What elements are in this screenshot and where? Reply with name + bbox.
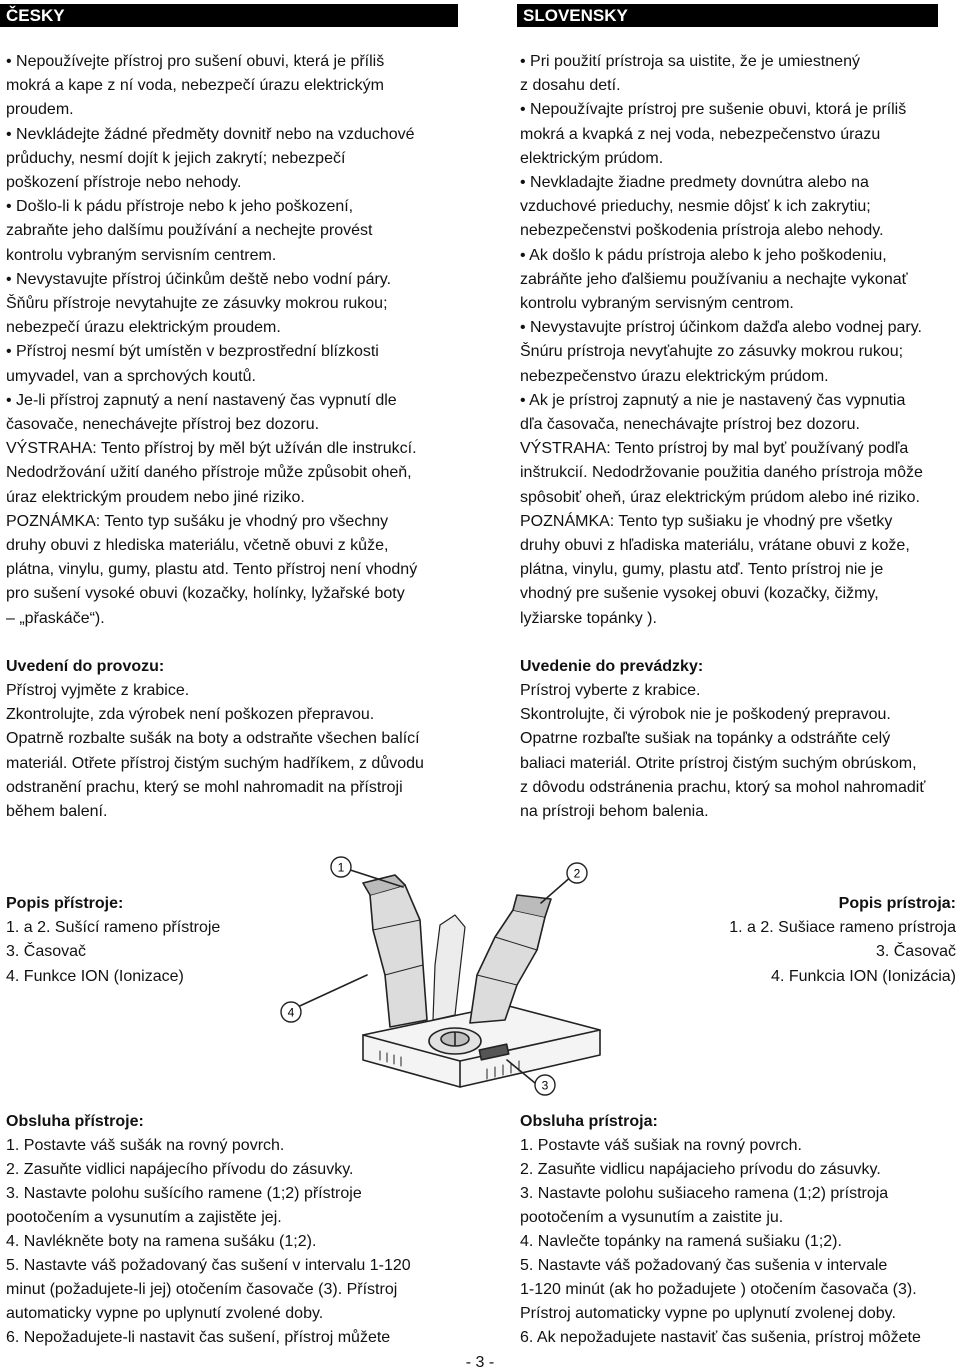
text-line: průduchy, nesmí dojít k jejich zakrytí; nebezpečí bbox=[6, 149, 346, 167]
text-line: automaticky vypne po uplynutí zvolené doby. bbox=[6, 1305, 324, 1322]
text-line: dľa časovača, nenechávajte prístroj bez dozoru. bbox=[520, 416, 860, 434]
callout-1 bbox=[331, 857, 351, 877]
text-line: 6. Ak nepožadujete nastaviť čas sušenia, prístroj môžete bbox=[520, 1329, 921, 1346]
text-line: mokrá a kape z ní voda, nebezpečí úrazu elektrickým bbox=[6, 77, 384, 95]
czech-op-title: Obsluha přístroje: bbox=[6, 1113, 144, 1130]
text-line: 1. Postavte váš sušák na rovný povrch. bbox=[6, 1137, 285, 1154]
text-line: spôsobiť oheň, úraz elektrickým prúdom alebo iné riziko. bbox=[520, 488, 920, 506]
text-line: VÝSTRAHA: Tento přístroj by měl být užíván dle instrukcí. bbox=[6, 440, 417, 458]
text-line: • Nevkládejte žádné předměty dovnitř nebo na vzduchové bbox=[6, 125, 415, 143]
text-line: kontrolu vybraným servisním centrem. bbox=[6, 246, 277, 264]
text-line: zabráňte jeho ďalšiemu používaniu a nechajte vykonať bbox=[520, 270, 908, 288]
text-line: nebezpečí úrazu elektrickým proudem. bbox=[6, 319, 281, 337]
text-line: • Ak je prístroj zapnutý a nie je nastavený čas vypnutia bbox=[520, 391, 906, 409]
slovak-desc-lines bbox=[680, 916, 956, 989]
text-line: – „přaskáče“). bbox=[6, 609, 105, 627]
text-line: • Nevystavujte prístroj účinkom dažďa alebo vodnej pary. bbox=[520, 319, 922, 337]
text-line: inštrukcií. Nedodržovanie použitia daného prístroja môže bbox=[520, 464, 923, 482]
svg-text:3: 3 bbox=[541, 1078, 549, 1093]
text-line: umyvadel, van a sprchových koutů. bbox=[6, 367, 256, 385]
text-line: 2. Zasuňte vidlici napájecího přívodu do zásuvky. bbox=[6, 1161, 354, 1178]
text-line: 3. Nastavte polohu sušícího ramene (1;2) přístroje bbox=[6, 1185, 362, 1202]
text-line: • Nevystavujte přístroj účinkům deště nebo vodní páry. bbox=[6, 270, 392, 288]
text-line: 6. Nepožadujete-li nastavit čas sušení, přístroj můžete bbox=[6, 1329, 391, 1346]
czech-operation bbox=[6, 1110, 461, 1350]
text-line: • Je-li přístroj zapnutý a není nastavený čas vypnutí dle bbox=[6, 391, 397, 409]
svg-text:1: 1 bbox=[337, 860, 345, 875]
shoe-dryer-illustration bbox=[255, 855, 675, 1100]
czech-setup-title: Uvedení do provozu: bbox=[6, 657, 165, 675]
text-line: elektrickým prúdom. bbox=[520, 149, 664, 167]
slovak-desc-title: Popis prístroja: bbox=[838, 895, 956, 912]
text-line: na prístroji behom balenia. bbox=[520, 803, 709, 821]
text-line: mokrá a kvapká z nej voda, nebezpečenstvo úrazu bbox=[520, 125, 881, 143]
callout-3 bbox=[535, 1075, 555, 1095]
text-line: 4. Navlékněte boty na ramena sušáku (1;2). bbox=[6, 1233, 317, 1250]
slovak-device-description bbox=[680, 892, 956, 989]
drying-arm-left bbox=[370, 885, 427, 1027]
text-line: • Přístroj nesmí být umístěn v bezprostřední blízkosti bbox=[6, 343, 379, 361]
czech-safety-lines bbox=[6, 50, 456, 631]
text-line: minut (požadujete-li jej) otočením časovače (3). Přístroj bbox=[6, 1281, 398, 1298]
page-number: - 3 - bbox=[465, 1354, 495, 1371]
text-line: druhy obuvi z hlediska materiálu, včetně obuvi z kůže, bbox=[6, 537, 389, 555]
czech-op-lines bbox=[6, 1134, 461, 1350]
drying-arm-right bbox=[470, 910, 545, 1023]
text-line: z dôvodu odstránenia prachu, ktorý sa mohol nahromadiť bbox=[520, 778, 926, 796]
slovak-setup-title: Uvedenie do prevádzky: bbox=[520, 657, 704, 675]
text-line: 4. Funkcia ION (Ionizácia) bbox=[771, 967, 956, 985]
text-line: • Nepoužívajte prístroj pre sušenie obuvi, ktorá je príliš bbox=[520, 101, 907, 119]
text-line: 4. Navlečte topánky na ramená sušiaku (1;2). bbox=[520, 1233, 842, 1250]
text-line: 1. a 2. Sušiace rameno prístroja bbox=[729, 919, 956, 937]
text-line: vzduchové prieduchy, nesmie dôjsť k ich zakrytiu; bbox=[520, 198, 871, 216]
text-line: 5. Nastavte váš požadovaný čas sušenia v intervale bbox=[520, 1257, 888, 1274]
text-line: 5. Nastavte váš požadovaný čas sušení v intervalu 1-120 bbox=[6, 1257, 411, 1274]
text-line: • Pri použití prístroja sa uistite, že je umiestnený bbox=[520, 53, 860, 70]
text-line: VÝSTRAHA: Tento prístroj by mal byť používaný podľa bbox=[520, 440, 909, 458]
text-line: 1-120 minút (ak ho požadujete ) otočením časovača (3). bbox=[520, 1281, 917, 1298]
svg-text:4: 4 bbox=[287, 1005, 295, 1020]
text-line: 3. Časovač bbox=[875, 943, 956, 961]
text-line: • Nepoužívejte přístroj pro sušení obuvi, která je příliš bbox=[6, 53, 385, 70]
czech-section-header: ČESKY bbox=[0, 4, 458, 27]
text-line: POZNÁMKA: Tento typ sušiaku je vhodný pre všetky bbox=[520, 512, 893, 530]
text-line: 3. Nastavte polohu sušiaceho ramena (1;2) prístroja bbox=[520, 1185, 889, 1202]
slovak-safety-lines bbox=[520, 50, 960, 631]
slovak-op-title: Obsluha prístroja: bbox=[520, 1113, 658, 1130]
czech-device-description bbox=[6, 892, 266, 989]
text-line: zabraňte jeho dalšímu používání a nechejte provést bbox=[6, 222, 373, 240]
svg-text:2: 2 bbox=[573, 866, 581, 881]
text-line: proudem. bbox=[6, 101, 74, 119]
text-line: lyžiarske topánky ). bbox=[520, 609, 657, 627]
czech-safety-text bbox=[6, 50, 456, 824]
text-line: úraz elektrickým proudem nebo jiné riziko. bbox=[6, 488, 305, 506]
slovak-safety-text bbox=[520, 50, 960, 824]
text-line: plátna, vinylu, gumy, plastu atď. Tento prístroj nie je bbox=[520, 561, 884, 579]
text-line: 2. Zasuňte vidlicu napájacieho prívodu do zásuvky. bbox=[520, 1161, 881, 1178]
text-line: 1. a 2. Sušící rameno přístroje bbox=[6, 919, 221, 937]
text-line: Prístroj automaticky vypne po uplynutí zvolenej doby. bbox=[520, 1305, 896, 1322]
text-line: odstranění prachu, který se mohl nahromadit na přístroji bbox=[6, 778, 403, 796]
slovak-operation bbox=[520, 1110, 960, 1350]
text-line: Prístroj vyberte z krabice. bbox=[520, 682, 701, 700]
text-line: Šnúru prístroja nevyťahujte zo zásuvky mokrou rukou; bbox=[520, 343, 904, 361]
text-line: poškození přístroje nebo nehody. bbox=[6, 174, 242, 192]
text-line: pro sušení vysoké obuvi (kozačky, holínky, lyžařské boty bbox=[6, 585, 405, 603]
text-line: • Ak došlo k pádu prístroja alebo k jeho poškodeniu, bbox=[520, 246, 887, 264]
text-line: Zkontrolujte, zda výrobek není poškozen přepravou. bbox=[6, 706, 375, 724]
text-line: • Došlo-li k pádu přístroje nebo k jeho poškození, bbox=[6, 198, 354, 216]
text-line: • Nevkladajte žiadne predmety dovnútra alebo na bbox=[520, 174, 869, 192]
slovak-section-header: SLOVENSKY bbox=[517, 4, 938, 27]
text-line: druhy obuvi z hľadiska materiálu, vrátane obuvi z kože, bbox=[520, 537, 910, 555]
text-line: během balení. bbox=[6, 803, 108, 821]
text-line: pootočením a vysunutím a zajistěte jej. bbox=[6, 1209, 282, 1226]
text-line: POZNÁMKA: Tento typ sušáku je vhodný pro všechny bbox=[6, 512, 389, 530]
text-line: 4. Funkce ION (Ionizace) bbox=[6, 967, 184, 985]
slovak-op-lines bbox=[520, 1134, 960, 1350]
text-line: Opatrně rozbalte sušák na boty a odstraňte všechen balící bbox=[6, 730, 420, 748]
text-line: vhodný pre sušenie vysokej obuvi (kozačky, čižmy, bbox=[520, 585, 879, 603]
czech-desc-lines bbox=[6, 916, 266, 989]
text-line: 1. Postavte váš sušiak na rovný povrch. bbox=[520, 1137, 802, 1154]
callout-2 bbox=[567, 863, 587, 883]
text-line: z dosahu detí. bbox=[520, 77, 621, 95]
text-line: 3. Časovač bbox=[6, 943, 87, 961]
text-line: pootočením a vysunutím a zaistite ju. bbox=[520, 1209, 784, 1226]
text-line: Skontrolujte, či výrobok nie je poškodený prepravou. bbox=[520, 706, 891, 724]
text-line: Přístroj vyjměte z krabice. bbox=[6, 682, 190, 700]
text-line: plátna, vinylu, gumy, plastu atd. Tento přístroj není vhodný bbox=[6, 561, 418, 579]
text-line: Opatrne rozbaľte sušiak na topánky a odstráňte celý bbox=[520, 730, 891, 748]
text-line: kontrolu vybraným servisným centrom. bbox=[520, 295, 794, 313]
text-line: Nedodržování užití daného přístroje může způsobit oheň, bbox=[6, 464, 412, 482]
text-line: materiál. Otřete přístroj čistým suchým hadříkem, z důvodu bbox=[6, 754, 424, 772]
text-line: nebezpečenstvo úrazu elektrickým prúdom. bbox=[520, 367, 829, 385]
text-line: baliaci materiál. Otrite prístroj čistým suchým obrúskom, bbox=[520, 754, 917, 772]
czech-desc-title: Popis přístroje: bbox=[6, 895, 124, 912]
text-line: Šňůru přístroje nevytahujte ze zásuvky mokrou rukou; bbox=[6, 295, 388, 313]
callout-4 bbox=[281, 1002, 301, 1022]
text-line: nebezpečenstvi poškodenia prístroja alebo nehody. bbox=[520, 222, 884, 240]
slovak-setup-lines bbox=[520, 679, 960, 824]
text-line: časovače, nenechávejte přístroj bez dozoru. bbox=[6, 416, 320, 434]
czech-setup-lines bbox=[6, 679, 456, 824]
